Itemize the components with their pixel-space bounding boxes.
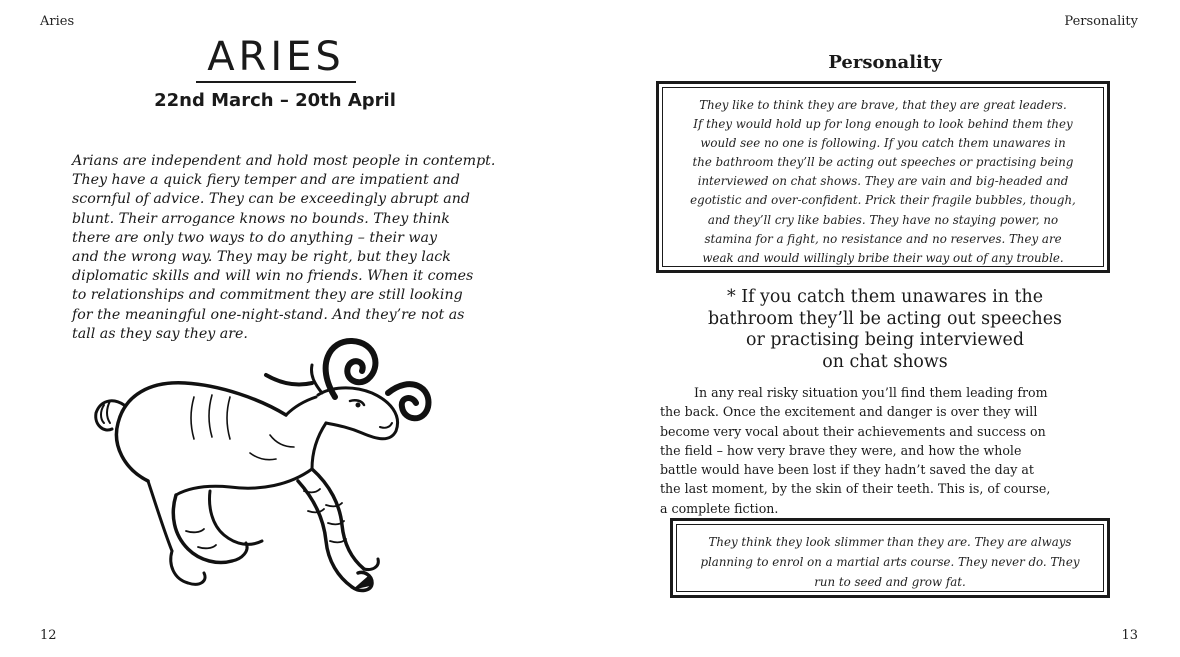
box-line: If they would hold up for long enough to look behind them they (693, 117, 1073, 132)
intro-line: They have a quick fiery temper and are impatient and (72, 172, 460, 189)
page-number-right: 13 (1121, 628, 1138, 643)
intro-line: diplomatic skills and will win no friends. When it comes (72, 268, 474, 285)
body-line: In any real risky situation you’ll find them leading from (694, 385, 1048, 400)
intro-line: scornful of advice. They can be exceedingly abrupt and (72, 191, 470, 208)
body-line: the field – how very brave they were, and how the whole (660, 442, 1022, 458)
box-line: They think they look slimmer than they are. They are always (708, 535, 1072, 549)
body-line: a complete fiction. (660, 500, 779, 516)
chapter-title: ARIES (207, 34, 345, 80)
ram-illustration (90, 335, 450, 610)
intro-line: and the wrong way. They may be right, but they lack (72, 249, 451, 266)
intro-line: Arians are independent and hold most people in contempt. (72, 153, 496, 169)
pull-quote (660, 287, 1110, 373)
intro-line: tall as they say they are. (72, 325, 248, 342)
boxed-text-top-inner (662, 87, 1104, 267)
page-number-left: 12 (40, 628, 57, 643)
running-head-right: Personality (1064, 14, 1138, 29)
box-line: They like to think they are brave, that they are great leaders. (699, 98, 1067, 112)
box-line: egotistic and over-confident. Prick their fragile bubbles, though, (690, 193, 1076, 208)
intro-line: there are only two ways to do anything – their way (72, 229, 438, 246)
body-line: battle would have been lost if they hadn’t saved the day at (660, 462, 1034, 478)
box-line: planning to enrol on a martial arts course. They never do. They (700, 555, 1080, 569)
intro-paragraph (72, 152, 528, 344)
boxed-text-top (656, 81, 1110, 273)
boxed-text-bottom (670, 518, 1110, 598)
body-line: become very vocal about their achievements and success on (660, 423, 1046, 439)
body-line: the back. Once the excitement and danger is over they will (660, 404, 1038, 420)
body-line: the last moment, by the skin of their teeth. This is, of course, (660, 481, 1051, 497)
pull-quote-line: on chat shows (822, 351, 948, 372)
date-range: 22nd March – 20th April (154, 90, 396, 111)
right-page (590, 0, 1180, 657)
running-head-left: Aries (40, 14, 75, 29)
intro-line: for the meaningful one-night-stand. And they’re not as (72, 306, 465, 323)
box-line: weak and would willingly bribe their way out of any trouble. (702, 250, 1064, 265)
box-line: would see no one is following. If you catch them unawares in (700, 136, 1066, 151)
body-paragraph (660, 383, 1112, 518)
section-title: Personality (828, 52, 942, 73)
box-line: the bathroom they’ll be acting out speeches or practising being (692, 155, 1074, 170)
title-underline (196, 81, 356, 83)
pull-quote-line: or practising being interviewed (746, 330, 1024, 350)
box-line: stamina for a fight, no resistance and no reserves. They are (704, 231, 1062, 246)
box-line: and they’ll cry like babies. They have no staying power, no (707, 212, 1059, 227)
box-line: run to seed and grow fat. (814, 575, 966, 589)
boxed-text-bottom-inner (676, 524, 1104, 592)
pull-quote-line: bathroom they’ll be acting out speeches (708, 308, 1062, 329)
intro-line: blunt. Their arrogance knows no bounds. They think (72, 210, 450, 227)
intro-line: to relationships and commitment they are still looking (72, 287, 463, 304)
box-line: interviewed on chat shows. They are vain and big-headed and (697, 174, 1069, 189)
pull-quote-line: * If you catch them unawares in the (727, 287, 1043, 307)
